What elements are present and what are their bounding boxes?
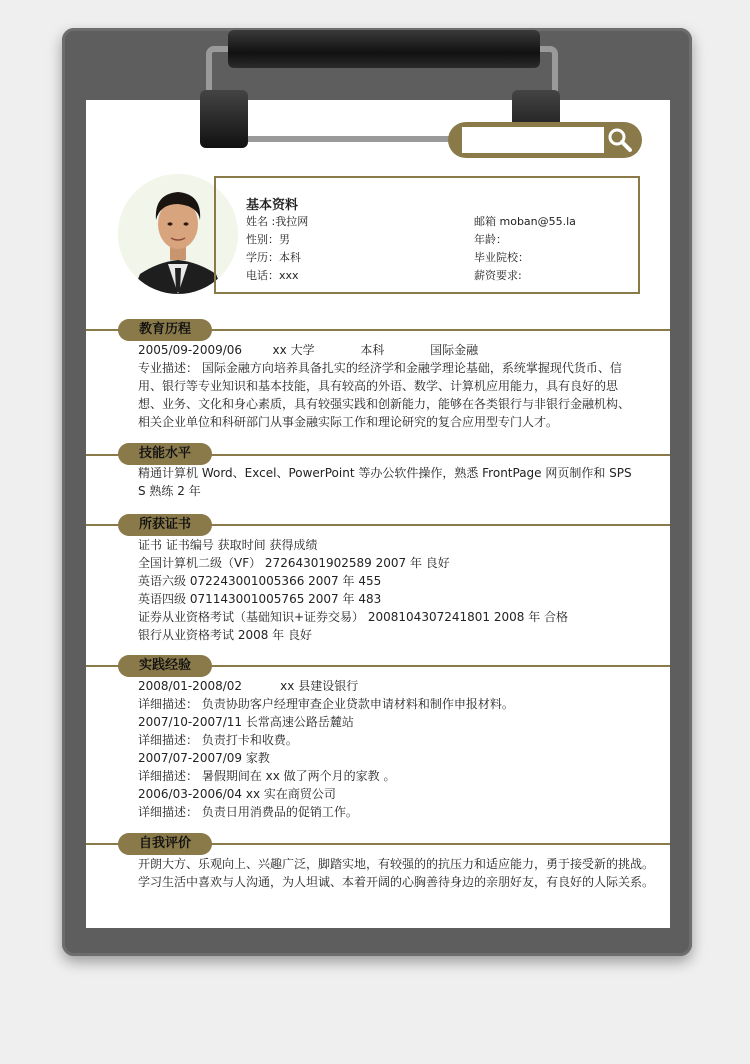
profile-gender: 性别：男 — [246, 233, 290, 246]
profile-education: 学历：本科 — [246, 251, 301, 264]
practice-line: 详细描述： 负责协助客户经理审查企业贷款申请材料和制作申报材料。 — [138, 697, 514, 711]
practice-line: 详细描述： 负责打卡和收费。 — [138, 733, 298, 747]
clip-foot-left — [200, 90, 248, 148]
clip-bar — [228, 30, 540, 68]
practice-line: 详细描述： 暑假期间在 xx 做了两个月的家教 。 — [138, 769, 396, 783]
profile-email: 邮箱 moban@55.la — [474, 215, 576, 228]
profile-title: 基本资料 — [246, 198, 299, 213]
section-title-self: 自我评价 — [118, 833, 212, 855]
profile-name: 姓名 :我拉网 — [246, 215, 309, 228]
search-icon[interactable] — [604, 124, 636, 156]
section-title-education: 教育历程 — [118, 319, 212, 341]
self-line: 学习生活中喜欢与人沟通，为人坦诚、本着开阔的心胸善待身边的亲朋好友，有良好的人际关系。 — [138, 875, 655, 889]
practice-line: 2007/07-2007/09 家教 — [138, 751, 270, 765]
section-title-skills: 技能水平 — [118, 443, 212, 465]
practice-line: 详细描述： 负责日用消费品的促销工作。 — [138, 805, 358, 819]
cert-line: 英语六级 072243001005366 2007 年 455 — [138, 574, 382, 588]
skills-desc: 精通计算机 Word、Excel、PowerPoint 等办公软件操作，熟悉 FrontPage 网页制作和 SPSS 熟练 2 年 — [138, 466, 632, 498]
profile-phone: 电话：xxx — [246, 269, 299, 282]
self-line: 开朗大方、乐观向上、兴趣广泛，脚踏实地，有较强的的抗压力和适应能力，勇于接受新的挑战。 — [138, 857, 655, 871]
search-input[interactable] — [462, 127, 604, 153]
cert-line: 证券从业资格考试（基础知识+证券交易） 2008104307241801 2008 年 合格 — [138, 610, 569, 624]
profile-school: 毕业院校： — [474, 251, 529, 264]
cert-line: 银行从业资格考试 2008 年 良好 — [138, 628, 312, 642]
profile-salary: 薪资要求: — [474, 269, 522, 282]
practice-line: 2007/10-2007/11 长常高速公路岳麓站 — [138, 715, 354, 729]
education-desc: 专业描述： 国际金融方向培养具备扎实的经济学和金融学理论基础，系统掌握现代货币、信用、银行等专业知识和基本技能，具有较高的外语、数学、计算机应用能力，具有良好的思想、业务、文化和身心素质，具有较强实践和创新能力，能够在各类银行与非银行金融机构、相关企业单位和科研部门从事金融实际工作和理论研究的复合应用型专门人才。 — [138, 361, 631, 429]
profile-age: 年龄： — [474, 233, 507, 246]
practice-line: 2008/01-2008/02 xx 县建设银行 — [138, 679, 359, 693]
section-title-practice: 实践经验 — [118, 655, 212, 677]
cert-line: 全国计算机二级（VF） 27264301902589 2007 年 良好 — [138, 556, 450, 570]
cert-line: 证书 证书编号 获取时间 获得成绩 — [138, 538, 318, 552]
practice-line: 2006/03-2006/04 xx 实在商贸公司 — [138, 787, 336, 801]
cert-line: 英语四级 071143001005765 2007 年 483 — [138, 592, 382, 606]
section-title-certs: 所获证书 — [118, 514, 212, 536]
education-line: 2005/09-2009/06 xx 大学 本科 国际金融 — [138, 343, 479, 357]
